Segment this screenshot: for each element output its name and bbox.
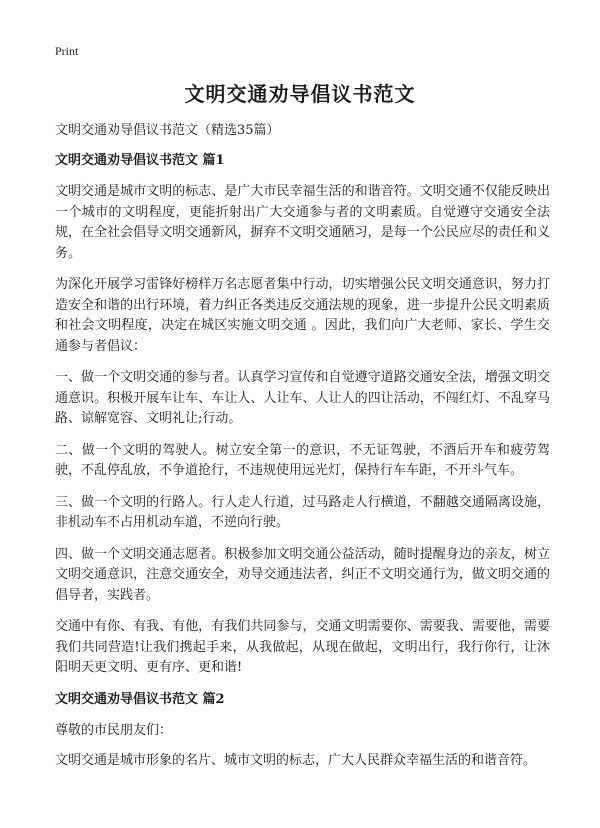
paragraph: 尊敬的市民朋友们： [55,722,173,738]
paragraph: 四、做一个文明交通志愿者。积极参加文明交通公益活动，随时提醒身边的亲友，树立文明交通意识，注意交通安全，劝导交通违法者，纠正不文明交通行为，做文明交通的倡导者，实践者。 [55,546,550,603]
section-heading: 文明交通劝导倡议书范文 篇2 [55,691,225,707]
paragraph: 文明交通是城市文明的标志、是广大市民幸福生活的和谐音符。文明交通不仅能反映出一个城市的文明程度，更能折射出广大交通参与者的文明素质。自觉遵守交通安全法规，在全社会倡导文明交通新风，摒弃不文明交通陋习，是每一个公民应尽的责任和义务。 [55,184,550,261]
document-title: 文明交通劝导倡议书范文 [184,82,416,106]
document-body [55,121,550,783]
paragraph: 一、做一个文明交通的参与者。认真学习宣传和自觉遵守道路交通安全法，增强文明交通意识。积极开展车让车、车让人、人让车、人让人的四让活动，不闯红灯、不乱穿马路、谅解宽容、文明礼让;行动。 [55,370,550,426]
document-subtitle: 文明交通劝导倡议书范文（精选35篇） [55,123,280,138]
paragraph: 三、做一个文明的行路人。行人走人行道，过马路走人行横道，不翻越交通隔离设施，非机动车不占用机动车道，不逆向行驶。 [55,494,550,530]
print-link[interactable]: Print [55,44,79,58]
section-heading: 文明交通劝导倡议书范文 篇1 [55,153,225,168]
paragraph: 二、做一个文明的驾驶人。树立安全第一的意识，不无证驾驶，不酒后开车和疲劳驾驶，不乱停乱放，不争道抢行，不违规使用远光灯，保持行车车距，不开斗气车。 [55,442,550,478]
paragraph: 为深化开展学习雷锋好榜样万名志愿者集中行动，切实增强公民文明交通意识，努力打造安全和谐的出行环境，着力纠正各类违反交通法规的现象，进一步提升公民文明素质和社会文明程度，决定在城区实施文明交通 。因此，我们向广大老师、家长、学生交通参与者倡议： [55,277,550,354]
paragraph: 交通中有你、有我、有他，有我们共同参与，交通文明需要你、需要我、需要他，需要我们共同营造!让我们携起手来，从我做起，从现在做起，文明出行，我行你行，让沐阳明天更文明、更有序、更和谐! [55,619,550,675]
paragraph: 文明交通是城市形象的名片、城市文明的标志，广大人民群众幸福生活的和谐音符。 [55,753,537,768]
